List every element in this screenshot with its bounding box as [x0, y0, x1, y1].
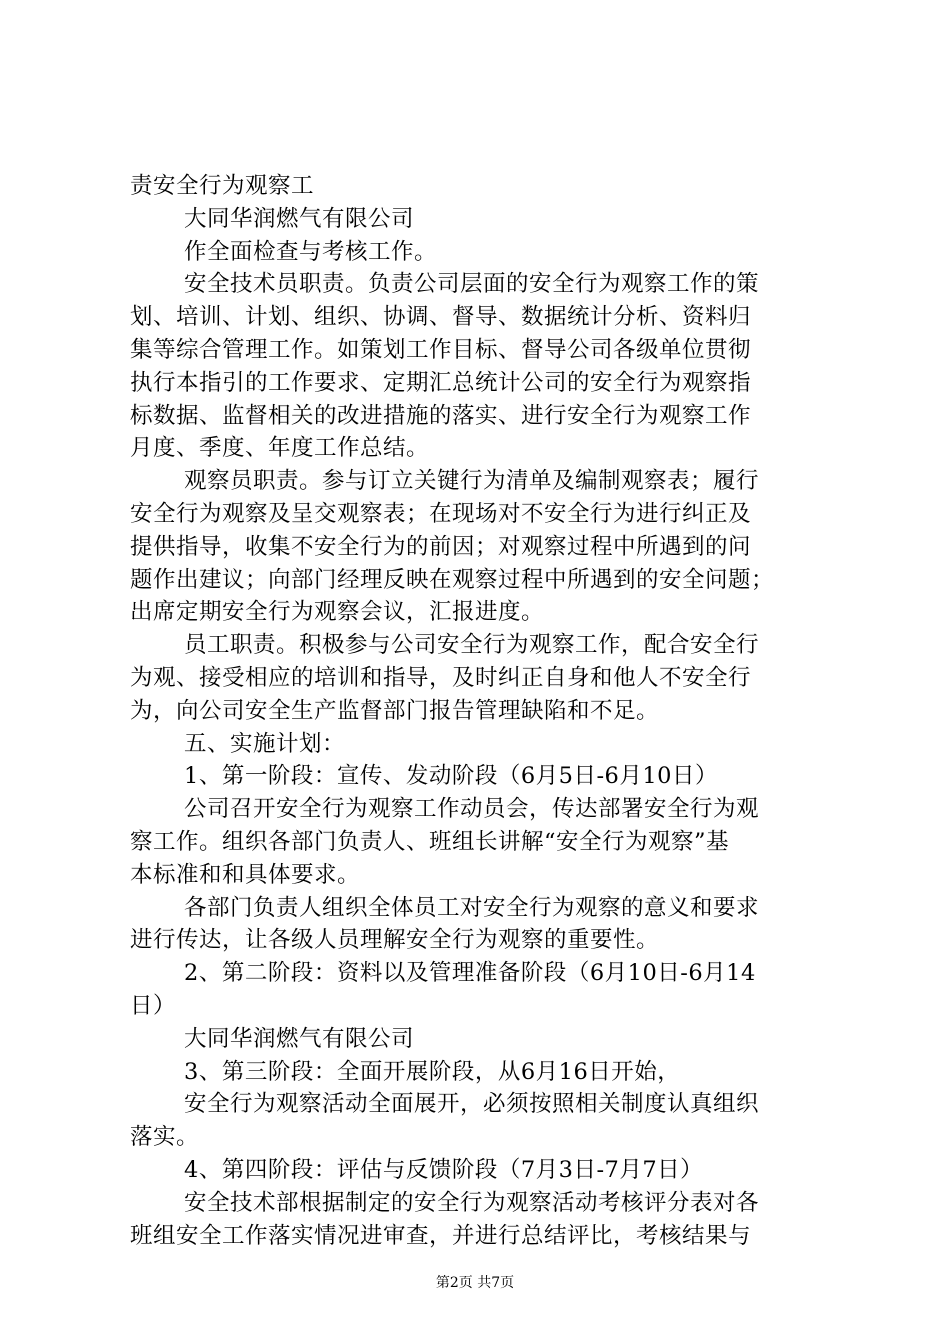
- text-line: 责安全行为观察工: [130, 173, 315, 199]
- text-line: 1、第一阶段：宣传、发动阶段（6月5日-6月10日）: [184, 763, 718, 790]
- text-line: 安全行为观察及呈交观察表；在现场对不安全行为进行纠正及: [130, 500, 752, 527]
- text-line: 月度、季度、年度工作总结。: [130, 435, 430, 462]
- text-line: 为，向公司安全生产监督部门报告管理缺陷和不足。: [130, 697, 660, 724]
- text-line: 划、培训、计划、组织、协调、督导、数据统计分析、资料归: [130, 304, 752, 331]
- text-line: 班组安全工作落实情况进审查，并进行总结评比，考核结果与: [130, 1222, 752, 1249]
- text-line: 3、第三阶段：全面开展阶段，从6月16日开始，: [184, 1058, 681, 1085]
- text-line: 集等综合管理工作。如策划工作目标、督导公司各级单位贯彻: [130, 336, 752, 363]
- text-line: 题作出建议；向部门经理反映在观察过程中所遇到的安全问题；: [130, 566, 775, 593]
- text-line: 出席定期安全行为观察会议，汇报进度。: [130, 599, 545, 626]
- text-line: 察工作。组织各部门负责人、班组长讲解“安全行为观察”基: [130, 828, 730, 855]
- page-footer: 第2页 共7页: [435, 1275, 515, 1291]
- text-line: 日）: [130, 992, 177, 1019]
- text-line: 标数据、监督相关的改进措施的落实、进行安全行为观察工作: [130, 402, 752, 429]
- text-line: 五、实施计划：: [184, 730, 346, 757]
- text-line: 2、第二阶段：资料以及管理准备阶段（6月10日-6月14: [184, 960, 756, 987]
- text-line: 安全行为观察活动全面展开，必须按照相关制度认真组织: [184, 1091, 760, 1118]
- text-line: 员工职责。积极参与公司安全行为观察工作，配合安全行: [184, 632, 760, 659]
- text-line: 为观、接受相应的培训和指导，及时纠正自身和他人不安全行: [130, 664, 752, 691]
- text-line: 大同华润燃气有限公司: [184, 1025, 415, 1052]
- text-line: 执行本指引的工作要求、定期汇总统计公司的安全行为观察指: [130, 369, 752, 396]
- text-line: 4、第四阶段：评估与反馈阶段（7月3日-7月7日）: [184, 1156, 704, 1183]
- text-line: 安全技术员职责。负责公司层面的安全行为观察工作的策: [184, 271, 760, 298]
- text-line: 各部门负责人组织全体员工对安全行为观察的意义和要求: [184, 894, 760, 921]
- text-line: 落实。: [130, 1124, 200, 1151]
- text-line: 观察员职责。参与订立关键行为清单及编制观察表；履行: [184, 468, 760, 495]
- text-line: 大同华润燃气有限公司: [184, 205, 415, 232]
- document-body: [130, 170, 830, 1252]
- text-line: 本标准和和具体要求。: [130, 861, 361, 888]
- text-line: 公司召开安全行为观察工作动员会，传达部署安全行为观: [184, 796, 760, 823]
- text-line: 进行传达，让各级人员理解安全行为观察的重要性。: [130, 927, 660, 954]
- text-line: 安全技术部根据制定的安全行为观察活动考核评分表对各: [184, 1189, 760, 1216]
- text-line: 提供指导，收集不安全行为的前因；对观察过程中所遇到的问: [130, 533, 752, 560]
- text-line: 作全面检查与考核工作。: [184, 238, 438, 265]
